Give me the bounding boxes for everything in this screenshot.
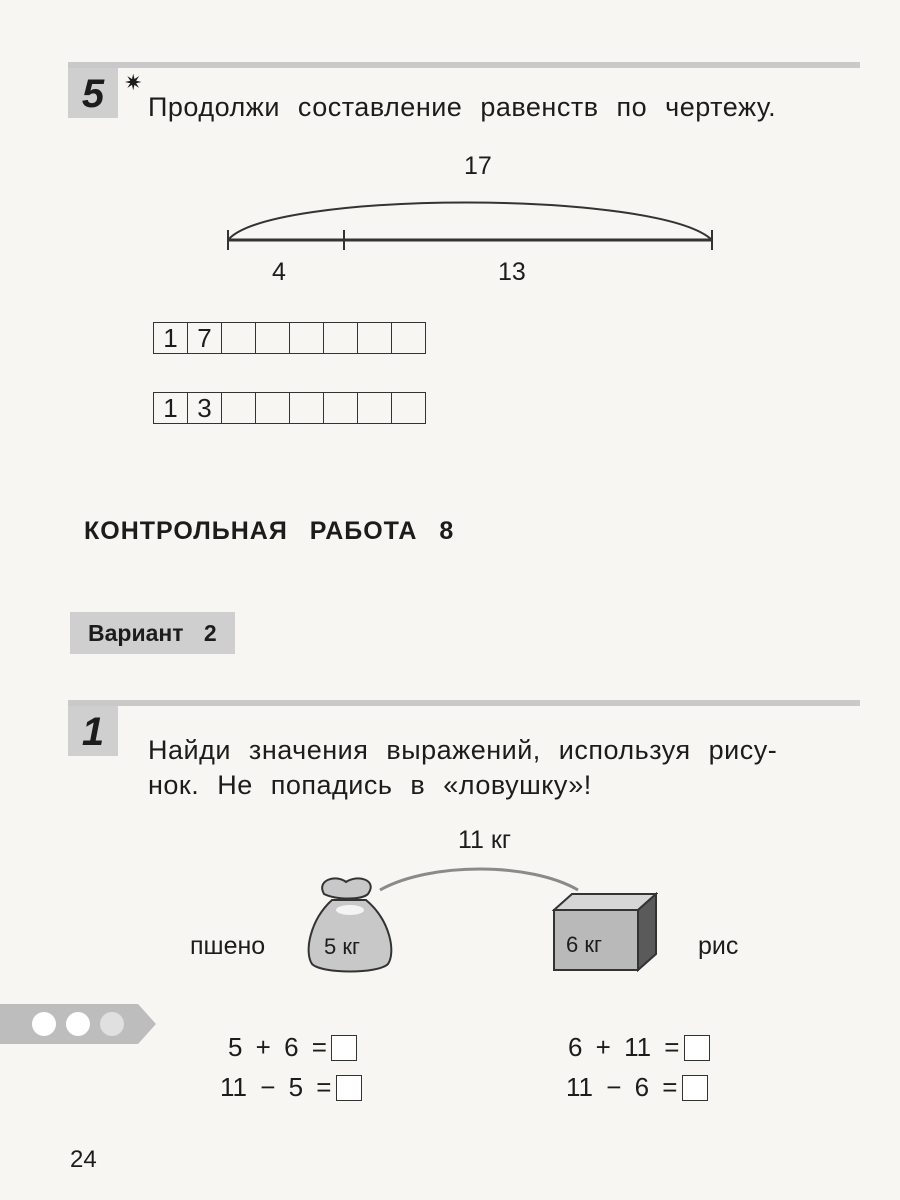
diagram-total-label: 17 <box>464 152 492 180</box>
task5-instruction: Продолжи составление равенств по чертежу. <box>148 92 777 122</box>
grid-cell[interactable] <box>222 322 256 354</box>
grid-cell[interactable] <box>358 392 392 424</box>
task5-header-bar <box>68 62 860 68</box>
variant-label: Вариант 2 <box>70 612 235 654</box>
grid-cell[interactable] <box>222 392 256 424</box>
answer-grid-1 <box>153 322 426 354</box>
rice-label: рис <box>698 932 739 960</box>
diagram-left-label: 4 <box>272 258 286 286</box>
grid-cell[interactable] <box>290 322 324 354</box>
equation-2 <box>568 1032 710 1063</box>
grid-cell[interactable] <box>256 322 290 354</box>
page-number: 24 <box>70 1146 97 1173</box>
total-arc <box>228 203 712 241</box>
grid-cell[interactable] <box>256 392 290 424</box>
grid-cell[interactable]: 7 <box>188 322 222 354</box>
bag-weight-label: 5 кг <box>324 934 360 959</box>
grid-cell[interactable] <box>290 392 324 424</box>
test-heading: КОНТРОЛЬНАЯ РАБОТА 8 <box>84 517 455 545</box>
equation-text: 11 − 5 = <box>220 1072 332 1102</box>
equation-1 <box>228 1032 357 1063</box>
answer-box[interactable] <box>336 1075 362 1101</box>
equation-4 <box>566 1072 708 1103</box>
box-weight-label: 6 кг <box>566 932 602 957</box>
answer-grid-2 <box>153 392 426 424</box>
millet-label: пшено <box>190 932 266 960</box>
equation-3 <box>220 1072 362 1103</box>
grid-cell[interactable]: 3 <box>188 392 222 424</box>
answer-box[interactable] <box>684 1035 710 1061</box>
task5-number: 5 <box>68 68 118 118</box>
answer-box[interactable] <box>682 1075 708 1101</box>
page-tab-decoration <box>0 1002 160 1046</box>
grid-cell[interactable]: 1 <box>154 322 188 354</box>
answer-box[interactable] <box>331 1035 357 1061</box>
task5-star: ✷ <box>124 70 143 95</box>
grid-cell[interactable] <box>392 392 426 424</box>
grid-cell[interactable] <box>324 392 358 424</box>
total-weight-label: 11 кг <box>458 826 511 854</box>
diagram-right-label: 13 <box>498 258 526 286</box>
task1-header-bar <box>68 700 860 706</box>
grid-cell[interactable] <box>392 322 426 354</box>
grid-cell[interactable] <box>324 322 358 354</box>
grid-cell[interactable] <box>358 322 392 354</box>
task1-instruction-line1: Найди значения выражений, используя рису- <box>148 735 778 765</box>
task1-instruction-line2: нок. Не попадись в «ловушку»! <box>148 770 592 800</box>
equation-text: 11 − 6 = <box>566 1072 678 1102</box>
equation-text: 6 + 11 = <box>568 1032 680 1062</box>
grid-cell[interactable]: 1 <box>154 392 188 424</box>
millet-bag-icon <box>302 872 398 976</box>
task1-number: 1 <box>68 706 118 756</box>
equation-text: 5 + 6 = <box>228 1032 327 1062</box>
